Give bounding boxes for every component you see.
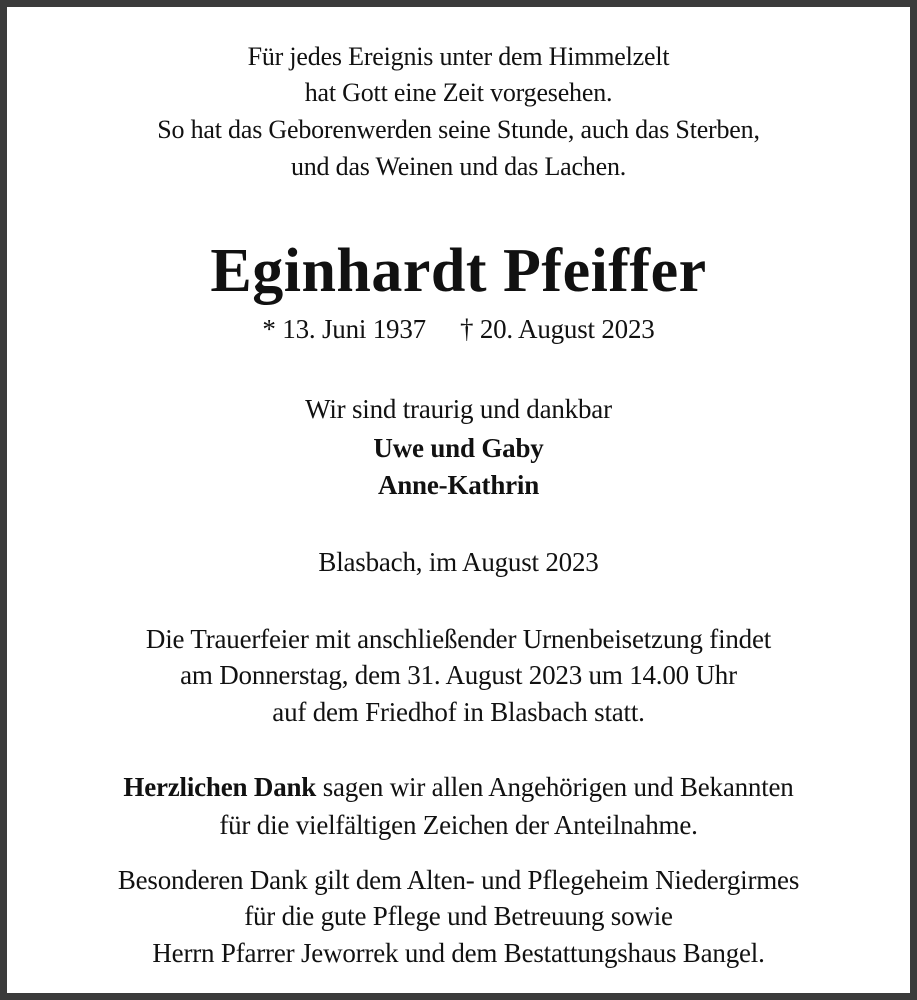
death-date: 20. August 2023	[479, 314, 655, 344]
ceremony-line: Die Trauerfeier mit anschließender Urnenbeisetzung findet	[145, 624, 772, 654]
life-dates	[7, 311, 910, 347]
thanks-line	[7, 769, 910, 805]
special-thanks-line: Besonderen Dank gilt dem Alten- und Pflegeheim Niedergirmes	[117, 865, 800, 895]
deceased-name: Eginhardt Pfeiffer	[210, 237, 707, 305]
birth-date: 13. Juni 1937	[282, 314, 426, 344]
verse-line: hat Gott eine Zeit vorgesehen.	[304, 78, 613, 107]
place-date: Blasbach, im August 2023	[318, 547, 599, 577]
thanks-rest: sagen wir allen Angehörigen und Bekannten	[316, 772, 794, 802]
death-cross-icon: †	[459, 314, 474, 344]
special-thanks-line: Herrn Pfarrer Jeworrek und dem Bestattungshaus Bangel.	[152, 938, 765, 968]
thanks-lead: Herzlichen Dank	[123, 772, 317, 802]
ceremony-line: am Donnerstag, dem 31. August 2023 um 14.00 Uhr	[180, 660, 737, 690]
verse-line: Für jedes Ereignis unter dem Himmelzelt	[247, 42, 670, 71]
thanks-line: für die vielfältigen Zeichen der Anteilnahme.	[219, 810, 698, 840]
mourner-name: Uwe und Gaby	[373, 433, 544, 463]
verse-line: So hat das Geborenwerden seine Stunde, auch das Sterben,	[157, 115, 760, 144]
special-thanks-line: für die gute Pflege und Betreuung sowie	[244, 901, 673, 931]
verse-line: und das Weinen und das Lachen.	[290, 152, 627, 181]
mourner-name: Anne-Kathrin	[377, 470, 540, 500]
ceremony-line: auf dem Friedhof in Blasbach statt.	[272, 697, 645, 727]
mourners-intro: Wir sind traurig und dankbar	[305, 394, 612, 424]
birth-symbol: *	[262, 314, 276, 344]
